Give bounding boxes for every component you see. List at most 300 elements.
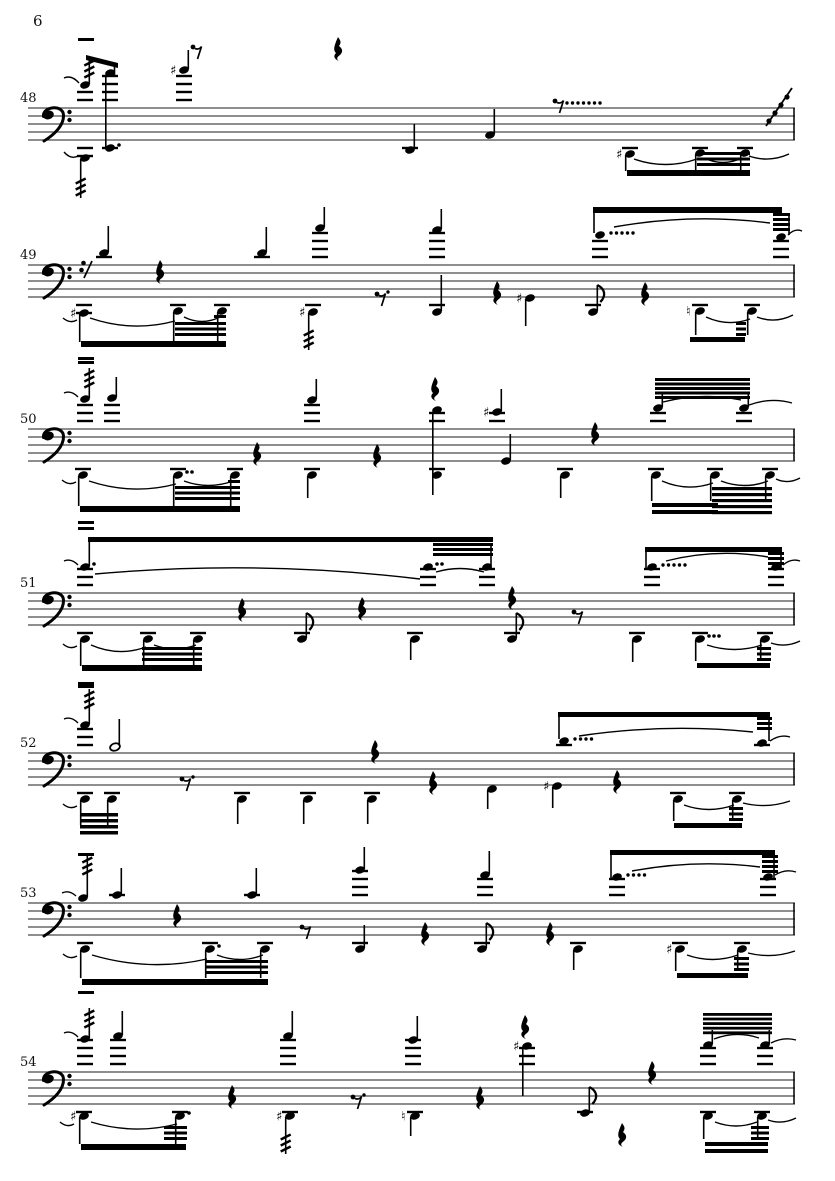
- augmentation-dot: [707, 634, 711, 638]
- rest-stroke: [304, 927, 311, 940]
- tremolo-beam: [652, 510, 718, 514]
- quarter-rest: [156, 260, 164, 284]
- system-measure-48: [20, 37, 795, 198]
- ledger-dash: [429, 248, 445, 250]
- ledger-dash: [644, 576, 660, 578]
- repeat-dot: [631, 231, 634, 234]
- ledger-dash: [102, 83, 118, 85]
- tremolo-beam: [757, 653, 771, 656]
- flag: [597, 285, 604, 302]
- tremolo-beam: [762, 855, 778, 858]
- ledger-dash: [757, 1055, 773, 1057]
- dot: [375, 292, 380, 297]
- tie-slur: [706, 317, 750, 323]
- measure-number: 48: [20, 91, 37, 106]
- ledger-dash: [477, 894, 493, 896]
- ledger-dash: [648, 468, 664, 470]
- beam-bar: [82, 979, 268, 985]
- rest-stroke: [195, 47, 202, 60]
- eighth-rest: [191, 45, 202, 59]
- ledger-dash: [78, 38, 94, 41]
- ledger-dash: [557, 468, 573, 470]
- tremolo-beam: [773, 218, 790, 221]
- quarter-rest: [429, 771, 437, 795]
- tremolo-beam: [655, 387, 750, 390]
- repeat-dot: [565, 101, 568, 104]
- measure-number: 54: [20, 1055, 37, 1070]
- ledger-dash: [592, 256, 608, 258]
- tremolo-beam: [697, 163, 750, 166]
- ledger-dash: [519, 1063, 535, 1065]
- tremolo-beam: [729, 813, 743, 816]
- tremolo-beam: [697, 152, 750, 155]
- ledger-dash: [104, 420, 120, 422]
- sharp-sign: ♯: [543, 779, 550, 795]
- tremolo-beam: [205, 966, 268, 969]
- sharp-sign: ♯: [483, 405, 490, 421]
- system-measure-53: [20, 847, 796, 994]
- ledger-dash: [304, 412, 320, 414]
- tremolo-beam: [175, 497, 240, 500]
- quarter-rest: [521, 1015, 529, 1039]
- ledger-dash: [592, 240, 608, 242]
- beam-bar: [610, 850, 775, 855]
- clef-dot: [67, 267, 71, 271]
- ledger-dash: [519, 1055, 535, 1057]
- ledger-dash: [77, 404, 93, 406]
- clef-dot: [67, 110, 71, 114]
- ledger-dash: [312, 240, 328, 242]
- beam-bar: [81, 1144, 186, 1150]
- natural-sign: ♮: [401, 1109, 406, 1125]
- tie-slur: [89, 481, 176, 489]
- tie-slur: [770, 736, 790, 741]
- beam-bar: [593, 207, 782, 213]
- tie-slur: [64, 718, 78, 723]
- clef-dot: [67, 118, 71, 122]
- ledger-dash: [304, 468, 320, 470]
- tie-slur: [632, 864, 760, 871]
- tremolo-beam: [175, 333, 226, 336]
- augmentation-dot: [191, 775, 194, 778]
- tremolo-beam: [703, 1018, 772, 1021]
- tremolo-beam: [773, 213, 790, 216]
- quarter-rest: [641, 282, 649, 306]
- ledger-dash: [736, 420, 752, 422]
- ledger-dash: [585, 304, 601, 306]
- tremolo-beam: [729, 807, 743, 810]
- dot: [81, 261, 86, 266]
- clef-dot: [67, 1074, 71, 1078]
- eighth-rest: [180, 775, 195, 791]
- tremolo-beam: [736, 328, 746, 331]
- notehead: [611, 872, 623, 882]
- tremolo-beam: [762, 865, 778, 868]
- ledger-dash: [176, 99, 192, 101]
- sixteenth-rest: [79, 261, 92, 278]
- ledger-dash: [75, 468, 91, 470]
- tie-slur: [90, 318, 175, 326]
- tremolo-beam: [164, 1132, 187, 1135]
- ledger-dash: [312, 248, 328, 250]
- quarter-rest: [618, 1123, 626, 1147]
- tremolo-beam: [655, 392, 750, 395]
- measure-number: 51: [20, 576, 37, 591]
- augmentation-dot: [712, 634, 716, 638]
- tremolo-beam: [655, 378, 750, 381]
- ledger-dash: [609, 886, 625, 888]
- ledger-dash: [760, 886, 776, 888]
- notehead: [594, 230, 606, 240]
- ledger-dash: [734, 942, 750, 944]
- eighth-rest: [553, 99, 564, 113]
- tremolo-beam: [80, 819, 118, 823]
- tie-slur: [92, 955, 207, 965]
- repeat-dot: [637, 873, 640, 876]
- tremolo-beam: [757, 658, 771, 661]
- ledger-dash: [77, 147, 93, 149]
- beam-bar: [82, 665, 202, 671]
- tremolo-beam: [142, 658, 202, 661]
- ledger-dash: [504, 632, 520, 634]
- ledger-dash: [304, 420, 320, 422]
- ledger-dash: [757, 1063, 773, 1065]
- ledger-dash: [405, 1063, 421, 1065]
- repeat-dot: [573, 737, 576, 740]
- ledger-dash: [352, 886, 368, 888]
- ledger-dash: [304, 404, 320, 406]
- tremolo-beam: [205, 960, 268, 963]
- grace-notehead: [772, 110, 777, 115]
- tie-slur: [184, 481, 233, 486]
- ledger-dash: [170, 468, 186, 470]
- ledger-dash: [700, 1063, 716, 1065]
- tremolo-beam: [433, 553, 493, 556]
- tremolo-beam: [762, 870, 778, 873]
- ledger-dash: [214, 304, 230, 306]
- page-number: 6: [33, 12, 43, 30]
- ledger-dash: [629, 632, 645, 634]
- quarter-rest: [373, 444, 381, 468]
- tie-slur: [776, 478, 800, 482]
- system-measure-50: [20, 361, 800, 524]
- beam-bar: [677, 973, 748, 978]
- ledger-dash: [280, 1047, 296, 1049]
- ledger-dash: [78, 357, 94, 360]
- quarter-rest: [371, 740, 379, 764]
- grace-notehead: [766, 118, 771, 123]
- ledger-dash: [78, 527, 94, 530]
- gliss-figure: [766, 88, 792, 126]
- ledger-dash: [102, 99, 118, 101]
- tie-slur: [64, 152, 78, 157]
- quarter-rest: [253, 442, 261, 466]
- clef-dot: [67, 905, 71, 909]
- notehead: [422, 562, 434, 572]
- sharp-sign: ♯: [276, 1109, 283, 1125]
- ledger-dash: [622, 147, 638, 149]
- beam-bar: [81, 341, 226, 347]
- quarter-rest: [173, 904, 181, 928]
- quarter-rest: [508, 586, 516, 610]
- ledger-dash: [420, 576, 436, 578]
- quarter-rest: [493, 281, 501, 305]
- clef-dot: [67, 275, 71, 279]
- dot: [191, 45, 196, 50]
- ledger-dash: [773, 256, 789, 258]
- ledger-dash: [760, 894, 776, 896]
- tremolo-beam: [736, 333, 746, 336]
- tie-slur: [62, 480, 76, 484]
- tie-slur: [687, 955, 738, 960]
- repeat-dot: [626, 231, 629, 234]
- ledger-dash: [762, 468, 778, 470]
- quarter-rest: [421, 922, 429, 946]
- beam-bar: [690, 337, 745, 342]
- ledger-dash: [104, 792, 120, 794]
- repeat-dot: [678, 563, 681, 566]
- tremolo-beam: [175, 322, 226, 325]
- dot: [553, 99, 558, 104]
- rest-stroke: [379, 294, 386, 307]
- augmentation-dot: [117, 143, 121, 147]
- ledger-dash: [110, 1063, 126, 1065]
- ledger-dash: [609, 894, 625, 896]
- repeat-dot: [643, 873, 646, 876]
- tie-slur: [749, 400, 792, 405]
- ledger-dash: [78, 685, 94, 688]
- ledger-dash: [110, 1055, 126, 1057]
- repeat-dot: [672, 563, 675, 566]
- repeat-dot: [579, 737, 582, 740]
- ledger-dash: [429, 256, 445, 258]
- ledger-dash: [352, 942, 368, 944]
- sharp-sign: ♯: [666, 942, 673, 958]
- tie-slur: [63, 804, 77, 808]
- tremolo-beam: [80, 831, 118, 835]
- ledger-dash: [407, 632, 423, 634]
- ledger-dash: [737, 147, 753, 149]
- repeat-dot: [626, 873, 629, 876]
- system-measure-51: [20, 527, 800, 685]
- ledger-dash: [280, 1063, 296, 1065]
- rest-stroke: [355, 1097, 362, 1110]
- measure-number: 52: [20, 736, 37, 751]
- ledger-dash: [78, 361, 94, 364]
- ledger-dash: [176, 91, 192, 93]
- tremolo-beam: [773, 223, 790, 226]
- ledger-dash: [692, 147, 708, 149]
- ledger-dash: [477, 886, 493, 888]
- beam-bar: [645, 547, 782, 552]
- tie-slur: [666, 553, 768, 561]
- repeat-dot: [582, 101, 585, 104]
- ledger-dash: [78, 853, 94, 856]
- repeat-dot: [576, 101, 579, 104]
- tremolo-beam: [703, 1027, 772, 1030]
- ledger-dash: [736, 412, 752, 414]
- ledger-dash: [707, 468, 723, 470]
- repeat-dot: [632, 873, 635, 876]
- clef-dot: [67, 1082, 71, 1086]
- tremolo-beam: [80, 825, 118, 829]
- natural-sign: ♮: [686, 304, 691, 320]
- ledger-dash: [729, 792, 745, 794]
- sharp-sign: ♯: [70, 1109, 77, 1125]
- sharp-sign: ♯: [299, 305, 306, 321]
- ledger-dash: [77, 942, 93, 944]
- augmentation-dot: [435, 562, 439, 566]
- quarter-rest: [238, 598, 246, 622]
- tie-slur: [788, 230, 802, 235]
- tie-slur: [771, 1039, 796, 1043]
- tie-slur: [91, 645, 146, 652]
- ledger-dash: [170, 304, 186, 306]
- quarter-rest: [476, 1086, 484, 1110]
- tie-slur: [217, 955, 263, 960]
- ledger-dash: [77, 1063, 93, 1065]
- system-measure-52: [20, 685, 795, 835]
- augmentation-dot: [92, 562, 96, 566]
- ledger-dash: [77, 584, 93, 586]
- tie-slur: [64, 77, 79, 83]
- clef-dot: [67, 763, 71, 767]
- ledger-dash: [773, 248, 789, 250]
- sharp-sign: ♯: [513, 1039, 520, 1055]
- dot: [351, 1095, 356, 1100]
- ledger-dash: [700, 1055, 716, 1057]
- ledger-dash: [102, 91, 118, 93]
- beam-bar: [674, 823, 742, 828]
- tremolo-beam: [703, 1022, 772, 1025]
- ledger-dash: [77, 91, 93, 93]
- ledger-dash: [77, 744, 93, 746]
- ledger-dash: [77, 99, 93, 101]
- ledger-dash: [429, 420, 445, 422]
- beam-bar: [80, 506, 240, 512]
- tremolo-beam: [175, 328, 226, 331]
- repeat-dot: [609, 231, 612, 234]
- dot: [79, 268, 84, 273]
- tremolo-beam: [734, 968, 749, 971]
- ledger-dash: [78, 521, 94, 524]
- tremolo-beam: [734, 957, 749, 960]
- repeat-dot: [661, 563, 664, 566]
- tremolo-beam: [751, 1132, 769, 1135]
- ledger-dash: [77, 420, 93, 422]
- grace-notehead: [778, 102, 783, 107]
- quarter-rest: [431, 377, 439, 401]
- flag: [306, 613, 313, 630]
- quarter-rest: [334, 37, 342, 61]
- tie-slur: [436, 569, 484, 573]
- tie-slur: [771, 641, 800, 645]
- ledger-dash: [429, 468, 445, 470]
- ledger-dash: [77, 792, 93, 794]
- ledger-dash: [405, 1047, 421, 1049]
- repeat-dot: [584, 737, 587, 740]
- repeat-dot: [683, 563, 686, 566]
- ledger-dash: [489, 420, 505, 422]
- repeat-dot: [667, 563, 670, 566]
- repeat-dot: [571, 101, 574, 104]
- tie-slur: [721, 481, 768, 486]
- clef-dot: [67, 439, 71, 443]
- ledger-dash: [672, 942, 688, 944]
- rest-stroke: [557, 101, 564, 114]
- tie-slur: [768, 1118, 796, 1122]
- tie-slur: [95, 568, 420, 579]
- ledger-dash: [364, 792, 380, 794]
- tie-slur: [63, 644, 77, 648]
- tremolo-beam: [734, 963, 749, 966]
- tie-slur: [783, 560, 800, 565]
- flag: [516, 613, 523, 630]
- quarter-rest: [613, 770, 621, 794]
- ledger-dash: [77, 412, 93, 414]
- tremolo-beam: [703, 1013, 772, 1016]
- tremolo-beam: [703, 1031, 772, 1034]
- tremolo-beam: [712, 505, 772, 508]
- tie-slur: [62, 892, 76, 896]
- flag: [486, 923, 493, 940]
- ledger-dash: [768, 584, 784, 586]
- tremolo-beam: [712, 493, 772, 496]
- ledger-dash: [104, 412, 120, 414]
- tremolo-beam: [773, 228, 790, 231]
- clef-dot: [67, 603, 71, 607]
- tie-slur: [743, 801, 790, 806]
- ledger-dash: [110, 1047, 126, 1049]
- tremolo-beam: [80, 813, 118, 817]
- tremolo-beam: [729, 818, 743, 821]
- ledger-dash: [757, 632, 773, 634]
- ledger-dash: [429, 240, 445, 242]
- measure-number: 50: [20, 412, 37, 427]
- notehead: [646, 562, 658, 572]
- ledger-dash: [294, 632, 310, 634]
- tremolo-beam: [757, 647, 771, 650]
- beam-bar: [697, 663, 770, 668]
- tie-slur: [707, 645, 762, 650]
- ledger-dash: [650, 420, 666, 422]
- augmentation-dot: [362, 1093, 365, 1096]
- ledger-dash: [352, 878, 368, 880]
- tremolo-beam: [655, 383, 750, 386]
- beam-bar: [627, 170, 750, 176]
- quarter-rest: [648, 1061, 656, 1085]
- beam-bar: [558, 712, 770, 717]
- augmentation-dot: [440, 562, 444, 566]
- ledger-dash: [650, 412, 666, 414]
- tremolo-beam: [762, 860, 778, 863]
- repeat-dot: [598, 101, 601, 104]
- augmentation-dot: [185, 470, 189, 474]
- tie-slur: [775, 871, 796, 875]
- tremolo-beam: [712, 499, 772, 502]
- quarter-rest: [591, 422, 599, 446]
- ledger-dash: [644, 584, 660, 586]
- ledger-dash: [479, 584, 495, 586]
- eighth-rest: [375, 290, 390, 306]
- ledger-dash: [312, 256, 328, 258]
- sharp-sign: ♯: [516, 291, 523, 307]
- sharp-sign: ♯: [70, 306, 77, 322]
- repeat-dot: [587, 101, 590, 104]
- ledger-dash: [76, 304, 92, 306]
- tremolo-beam: [175, 486, 240, 489]
- dot: [300, 925, 305, 930]
